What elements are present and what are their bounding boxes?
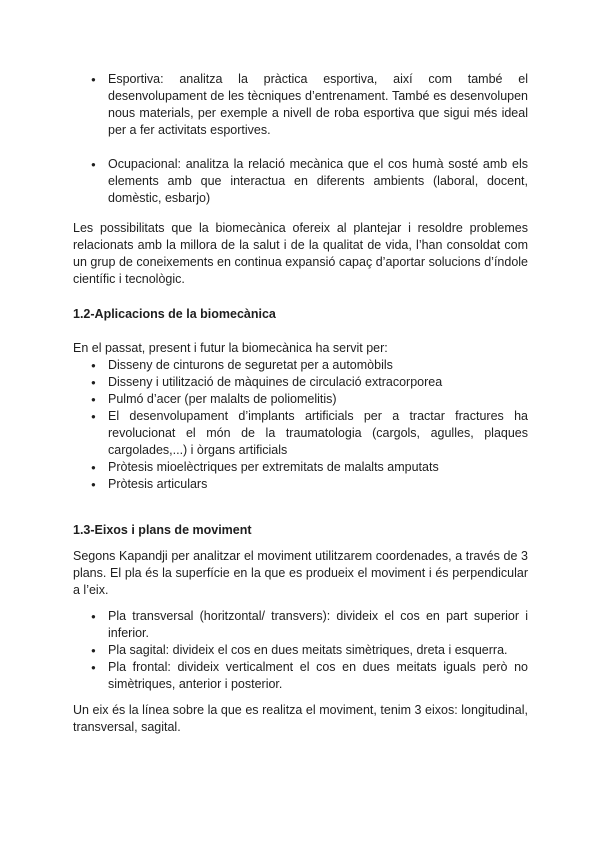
top-bullet-list bbox=[73, 71, 528, 207]
list-item-pla-sagital: ● Pla sagital: divideix el cos en dues meitats simètriques, dreta i esquerra. bbox=[73, 642, 528, 659]
eixos-bullet-list bbox=[73, 608, 528, 693]
list-item: ● Disseny i utilització de màquines de circulació extracorporea bbox=[73, 374, 528, 391]
list-item: ● Disseny de cinturons de seguretat per a automòbils bbox=[73, 357, 528, 374]
eixos-closing-paragraph: Un eix és la línea sobre la que es realitza el moviment, tenim 3 eixos: longitudinal, transversal, sagital. bbox=[73, 703, 528, 734]
intro-paragraph: Les possibilitats que la biomecànica ofereix al plantejar i resoldre problemes relacionats amb la millora de la salut i de la qualitat de vida, l’han consoldat com un grup de coneixements en continua expansió capaç d’aportar solucions d’índole científic i tecnològic. bbox=[73, 221, 528, 286]
aplicacions-bullet-list bbox=[73, 357, 528, 493]
list-item-pla-frontal: ● Pla frontal: divideix verticalment el cos en dues meitats iguals però no simètriques, anterior i posterior. bbox=[73, 659, 528, 693]
list-item: ● Pulmó d’acer (per malalts de poliomelitis) bbox=[73, 391, 528, 408]
list-item-esportiva: ● Esportiva: analitza la pràctica esportiva, així com també el desenvolupament de les tècniques d’entrenament. També es desenvolupen nous materials, per exemple a nivell de roba esportiva que sigui més ideal per a fer activitats esportives. bbox=[73, 71, 528, 139]
aplicacions-lead: En el passat, present i futur la biomecànica ha servit per: bbox=[73, 341, 388, 355]
section-heading-aplicacions: 1.2-Aplicacions de la biomecànica bbox=[73, 307, 276, 321]
list-item: ● El desenvolupament d’implants artificials per a tractar fractures ha revolucionat el món de la traumatologia (cargols, agulles, plaques cargolades,...) i òrgans artificials bbox=[73, 408, 528, 459]
list-item-ocupacional: ● Ocupacional: analitza la relació mecànica que el cos humà sosté amb els elements amb que interactua en diferents ambients (laboral, docent, domèstic, esbarjo) bbox=[73, 156, 528, 207]
list-item: ● Pròtesis articulars bbox=[73, 476, 528, 493]
eixos-lead: Segons Kapandji per analitzar el moviment utilitzarem coordenades, a través de 3 plans. El pla és la superfície en la que es produeix el moviment i és perpendicular a l’eix. bbox=[73, 549, 528, 597]
list-item: ● Pròtesis mioelèctriques per extremitats de malalts amputats bbox=[73, 459, 528, 476]
section-heading-eixos: 1.3-Eixos i plans de moviment bbox=[73, 523, 252, 537]
list-item-pla-transversal: ● Pla transversal (horitzontal/ transvers): divideix el cos en part superior i inferior. bbox=[73, 608, 528, 642]
